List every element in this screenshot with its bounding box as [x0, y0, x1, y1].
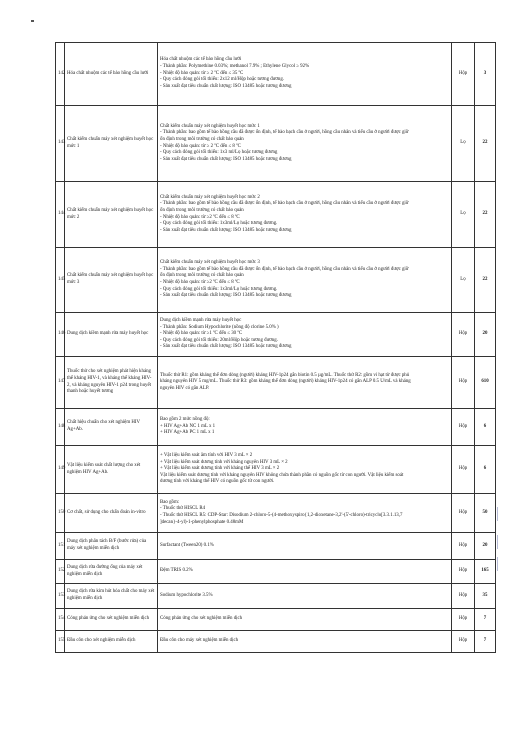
- item-name: Đầu côn cho xét nghiệm miễn dịch: [65, 631, 158, 653]
- item-unit: Hộp: [452, 609, 475, 631]
- spec-line: + Vật liệu kiểm soát âm tính với HIV 3 mL × 2: [160, 452, 253, 458]
- item-quantity: 7: [475, 631, 496, 653]
- item-number: 150: [56, 494, 65, 533]
- item-quantity: 22: [475, 182, 496, 248]
- item-name: Thuốc thử cho xét nghiệm phát hiện kháng thể kháng HIV-1, và kháng thể kháng HIV-2, và kháng nguyên HIV-1 p24 trong huyết thanh hoặc huyết tương: [65, 357, 158, 409]
- spec-line: - Sản xuất đạt tiêu chuẩn chất lượng: ISO 13485 hoặc tương đương: [160, 227, 292, 233]
- item-name: Dung dịch kiềm mạnh rửa máy huyết học: [65, 313, 158, 357]
- item-specification: [158, 409, 452, 446]
- item-name: Chất hiệu chuẩn cho xét nghiệm HIV Ag+Ab.: [65, 409, 158, 446]
- spec-line: Vật liệu kiểm soát dương tính với kháng nguyên HIV không chứa thành phần có nguồn gốc từ con người. Vật liệu kiểm soát: [160, 472, 404, 478]
- spec-line: - Thành phần: bao gồm tế bào hồng cầu đã được ổn định, tế bào bạch cầu ở người, hồng cầu nhân và tiểu cầu ở người được giữ: [160, 201, 409, 207]
- item-unit: Lọ: [452, 248, 475, 313]
- spec-line: kháng nguyên HIV 5 mg/mL. Thuốc thử R3: gồm kháng thể đơn dòng (người) kháng HIV-1p24 có gắn ALP 0.5 U/mL và kháng: [160, 379, 411, 385]
- item-unit: Hộp: [452, 446, 475, 494]
- item-specification: [158, 584, 452, 609]
- item-name: Chất kiểm chuẩn máy xét nghiệm huyết học mức 3: [65, 248, 158, 313]
- spec-line: - Nhiệt độ bảo quản: từ ≥2 ºC đến ≤ 8 ºC: [160, 214, 240, 220]
- item-number: 152: [56, 560, 65, 584]
- item-name: Dung dịch phân tách B/F (bước rửa) của máy xét nghiệm miễn dịch: [65, 533, 158, 560]
- table-row: [56, 313, 496, 357]
- spec-line: Thuốc thử R1: gồm kháng thể đơn dòng (người) kháng HIV-1p24 gắn biotin 0.5 µg/mL. Thuốc thử R2: gồm vi hạt từ được phủ: [160, 372, 410, 378]
- spec-line: + HIV Ag+Ab PC 1 mL x 1: [160, 430, 215, 436]
- table-row: [56, 357, 496, 409]
- item-specification: [158, 313, 452, 357]
- item-quantity: 20: [475, 533, 496, 560]
- item-quantity: 165: [475, 560, 496, 584]
- table-row: [56, 409, 496, 446]
- spec-line: + Vật liệu kiểm soát dương tính với kháng thể HIV 3 mL × 2: [160, 466, 280, 472]
- spec-line: - Thành phần: Sodium Hypochlorite (nồng độ clorine 5.0% ): [160, 324, 279, 330]
- spec-line: dương tính với kháng thể HIV có nguồn gốc từ con người.: [160, 479, 275, 485]
- item-quantity: 22: [475, 106, 496, 182]
- table-row: [56, 494, 496, 533]
- spec-line: Bao gồm:: [160, 499, 180, 505]
- spec-line: - Thành phần: bao gồm tế bào hồng cầu đã được ổn định, tế bào bạch cầu ở người, hồng cầu nhân và tiểu cầu ở người được giữ: [160, 130, 409, 136]
- table-row: [56, 631, 496, 653]
- table-body: [56, 43, 496, 653]
- item-name: Cóng phản ứng cho xét nghiệm miễn dịch: [65, 609, 158, 631]
- spec-line: - Quy cách đóng gói tối thiểu: 2x12 ml/Hộp hoặc tương đương.: [160, 77, 285, 83]
- spec-line: Hóa chất nhuộm các tế bào hồng cầu lưới: [160, 57, 242, 63]
- item-number: 145: [56, 248, 65, 313]
- item-specification: [158, 446, 452, 494]
- spec-line: nguyên HIV có gắn ALP.: [160, 385, 210, 391]
- spec-line: - Nhiệt độ bảo quản: từ ≥2 ºC đến ≤ 8 ºC: [160, 280, 240, 285]
- check-mark: [497, 507, 505, 521]
- table-row: [56, 43, 496, 106]
- spec-line: - Sản xuất đạt tiêu chuẩn chất lượng: ISO 13485 hoặc tương đương: [160, 156, 292, 162]
- spec-line: Sodium hypochlorite 3.5%: [160, 592, 213, 598]
- item-unit: Hộp: [452, 584, 475, 609]
- spec-line: Chất kiểm chuẩn máy xét nghiệm huyết học mức 1: [160, 123, 260, 129]
- item-name: Chất kiểm chuẩn máy xét nghiệm huyết học mức 1: [65, 106, 158, 182]
- item-quantity: 6: [475, 446, 496, 494]
- table-row: [56, 182, 496, 248]
- item-unit: Hộp: [452, 631, 475, 653]
- item-unit: Lọ: [452, 182, 475, 248]
- item-specification: [158, 357, 452, 409]
- item-quantity: 22: [475, 248, 496, 313]
- item-unit: Lọ: [452, 106, 475, 182]
- table-row: [56, 533, 496, 560]
- item-name: Vật liệu kiểm soát chất lượng cho xét nghiệm HIV Ag+Ab.: [65, 446, 158, 494]
- spec-line: ổn định trong môi trường có chất bảo quản: [160, 136, 244, 142]
- spec-line: - Quy cách đóng gói tối thiểu: 1x3 ml/Lọ hoặc tương đương: [160, 150, 278, 156]
- item-name: Hóa chất nhuộm các tế bào hồng cầu lưới: [65, 43, 158, 106]
- spec-line: - Quy cách đóng gói tối thiểu: 20ml/Hộp hoặc tương đương.: [160, 337, 278, 343]
- item-specification: [158, 494, 452, 533]
- spec-line: Bao gồm 2 mức nồng độ:: [160, 417, 210, 423]
- check-mark: [497, 535, 505, 549]
- item-quantity: 7: [475, 609, 496, 631]
- item-number: 149: [56, 446, 65, 494]
- item-number: 154: [56, 609, 65, 631]
- item-specification: [158, 106, 452, 182]
- table-row: [56, 609, 496, 631]
- item-specification: [158, 43, 452, 106]
- spec-line: - Thuốc thử HISCL R5: CDP-Star: Disodium 2-chloro-5-(4-methoxyspiro{1,2-dioxetane-3,2'-(5'-chloro)-tricyclo[3.3.1.13,7: [160, 513, 403, 518]
- table-row: [56, 248, 496, 313]
- spec-line: - Sản xuất đạt tiêu chuẩn chất lượng: ISO 13485 hoặc tương đương: [160, 83, 292, 89]
- item-unit: Hộp: [452, 409, 475, 446]
- item-quantity: 35: [475, 584, 496, 609]
- item-name: Dung dịch rửa kim hút hóa chất cho máy xét nghiệm miễn dịch: [65, 584, 158, 609]
- spec-line: Dung dịch kiềm mạnh rửa máy huyết học: [160, 317, 242, 323]
- item-number: 144: [56, 182, 65, 248]
- item-number: 155: [56, 631, 65, 653]
- item-number: 153: [56, 584, 65, 609]
- item-name: Chất kiểm chuẩn máy xét nghiệm huyết học mức 2: [65, 182, 158, 248]
- spec-line: - Nhiệt độ bảo quản: từ ≥ 2 ºC đến ≤ 8 ºC: [160, 143, 241, 149]
- item-name: Dung dịch rửa đường ống của máy xét nghiệm miễn dịch: [65, 560, 158, 584]
- spec-line: - Thành phần: bao gồm tế bào hồng cầu đã được ổn định, tế bào bạch cầu ở người, hồng cầu nhân và tiểu cầu ở người được giữ: [160, 266, 409, 272]
- item-specification: [158, 248, 452, 313]
- spec-line: Đầu côn cho máy xét nghiệm miễn dịch: [160, 638, 239, 644]
- item-number: 147: [56, 357, 65, 409]
- spec-line: ổn định trong môi trường có chất bảo quản: [160, 273, 244, 279]
- item-number: 143: [56, 106, 65, 182]
- item-quantity: 3: [475, 43, 496, 106]
- item-unit: Hộp: [452, 560, 475, 584]
- spec-line: - Sản xuất đạt tiêu chuẩn chất lượng: ISO 13485 hoặc tương đương: [160, 293, 292, 299]
- spec-line: ]decan}-4-yl)-1-phenylphosphate 0.48mM: [160, 519, 244, 525]
- item-unit: Hộp: [452, 533, 475, 560]
- item-specification: [158, 631, 452, 653]
- item-number: 142: [56, 43, 65, 106]
- table-row: [56, 446, 496, 494]
- item-unit: Hộp: [452, 43, 475, 106]
- table-row: [56, 584, 496, 609]
- table-row: [56, 106, 496, 182]
- item-quantity: 50: [475, 494, 496, 533]
- item-quantity: 20: [475, 313, 496, 357]
- spec-line: - Quy cách đóng gói tối thiểu: 1x3ml/Lọ hoặc tương đương.: [160, 286, 278, 292]
- supply-spec-table: [55, 42, 496, 653]
- item-specification: [158, 533, 452, 560]
- spec-line: - Nhiệt độ bảo quản: từ ≥ 2 ºC đến ≤ 35 ºC: [160, 70, 244, 76]
- item-specification: [158, 560, 452, 584]
- spec-line: + HIV Ag+Ab NC 1 mL x 1: [160, 423, 216, 429]
- item-unit: Hộp: [452, 494, 475, 533]
- item-name: Cơ chất, sử dụng cho chẩn đoán in-vitro: [65, 494, 158, 533]
- item-number: 146: [56, 313, 65, 357]
- spec-line: Chất kiểm chuẩn máy xét nghiệm huyết học mức 2: [160, 194, 260, 200]
- spec-line: - Quy cách đóng gói tối thiểu: 1x3ml/Lọ hoặc tương đương.: [160, 221, 278, 227]
- item-quantity: 610: [475, 357, 496, 409]
- spec-line: Chất kiểm chuẩn máy xét nghiệm huyết học mức 3: [160, 260, 260, 266]
- spec-line: Đệm TRIS 0.2%: [160, 568, 193, 574]
- spec-line: - Thuốc thử HISCL R4: [160, 506, 206, 512]
- check-mark: [497, 557, 505, 571]
- spec-line: ổn định trong môi trường có chất bảo quản: [160, 207, 244, 213]
- spec-line: Cóng phản ứng cho xét nghiệm miễn dịch: [160, 616, 243, 622]
- item-number: 151: [56, 533, 65, 560]
- table-row: [56, 560, 496, 584]
- corner-mark: [31, 20, 34, 22]
- spec-line: - Sản xuất đạt tiêu chuẩn chất lượng: ISO 13485 hoặc tương đương: [160, 344, 292, 350]
- item-specification: [158, 609, 452, 631]
- spec-line: + Vật liệu kiểm soát dương tính với kháng nguyên HIV 3 mL × 2: [160, 459, 288, 465]
- item-unit: Hộp: [452, 313, 475, 357]
- spec-line: - Thành phần: Polymethine 0.03%; methanol 7.9% ; Ethylene Glycol ≥ 92%: [160, 64, 310, 70]
- item-quantity: 6: [475, 409, 496, 446]
- spec-line: - Nhiệt độ bảo quản: từ ≥1 ºC đến ≤ 30 ºC: [160, 331, 243, 337]
- item-number: 148: [56, 409, 65, 446]
- item-specification: [158, 182, 452, 248]
- item-unit: Hộp: [452, 357, 475, 409]
- spec-line: Surfactant (Tween20) 0.1%: [160, 542, 214, 548]
